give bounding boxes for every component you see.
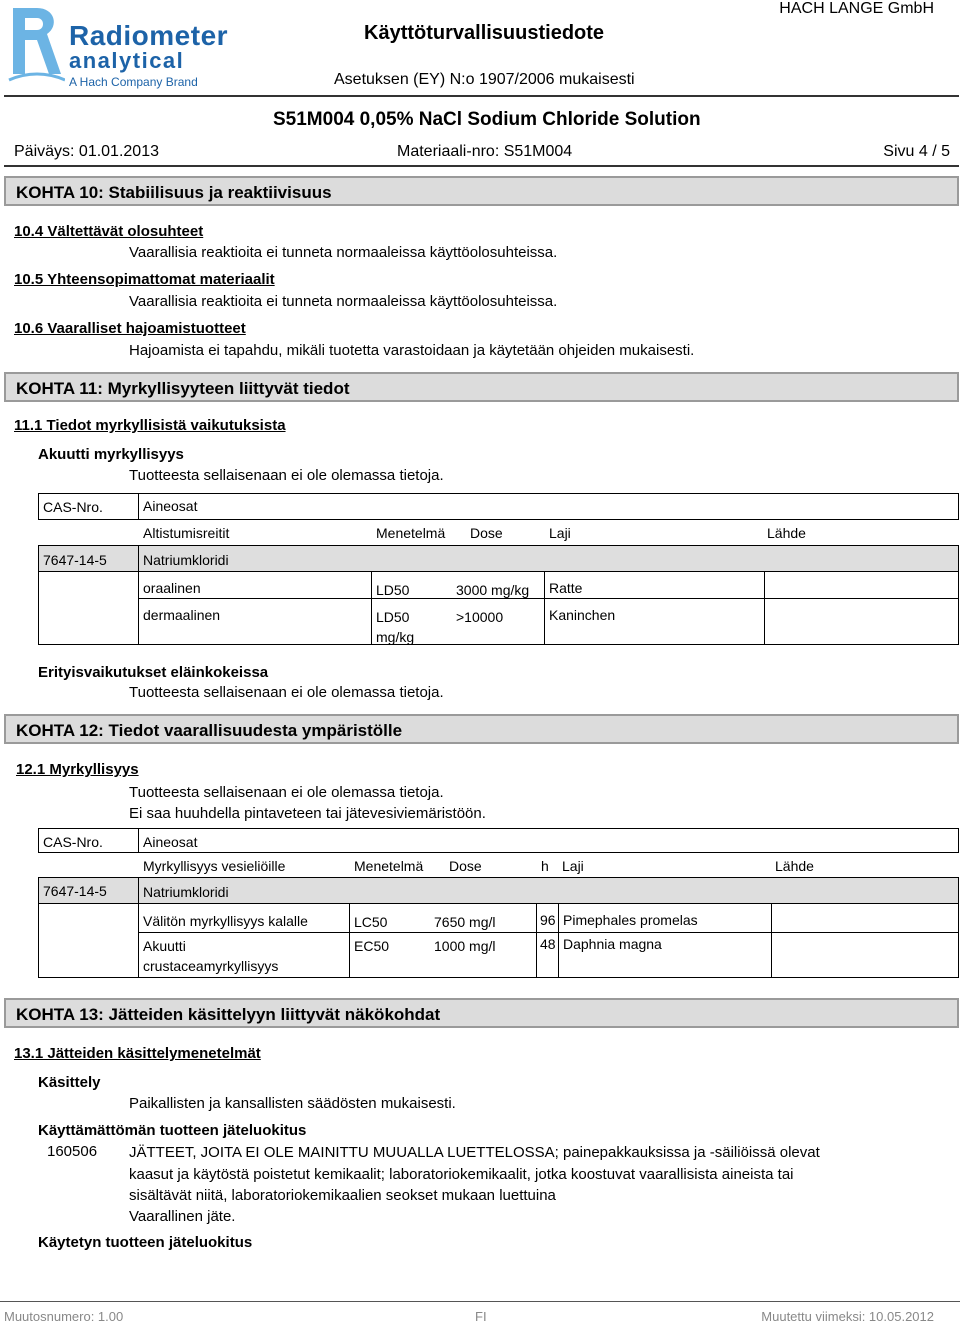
tox-fish: Välitön myrkyllisyys kalalle	[143, 913, 308, 929]
col-header-hours: h	[541, 858, 549, 874]
revision-number: Muutosnumero: 1.00	[4, 1309, 124, 1324]
section-12-header	[4, 714, 959, 744]
material-number: Materiaali-nro: S51M004	[397, 143, 573, 160]
logo-text-brand: A Hach Company Brand	[69, 75, 198, 89]
species-ratte: Ratte	[549, 580, 583, 596]
section-12-title: KOHTA 12: Tiedot vaarallisuudesta ympäristölle	[16, 721, 403, 740]
col-header-substance: Aineosat	[143, 498, 198, 514]
text-handling: Paikallisten ja kansallisten säädösten mukaisesti.	[129, 1095, 456, 1112]
method-ld50: LD50	[376, 582, 410, 598]
heading-13-1: 13.1 Jätteiden käsittelymenetelmät	[14, 1045, 261, 1062]
text-10-6: Hajoamista ei tapahdu, mikäli tuotetta varastoidaan ja käytetään ohjeiden mukaisesti.	[129, 342, 695, 359]
last-modified: Muutettu viimeksi: 10.05.2012	[761, 1309, 934, 1324]
text-12-1b: Ei saa huuhdella pintaveteen tai jätevesiviemäristöön.	[129, 805, 486, 822]
language-code: FI	[475, 1309, 487, 1324]
product-name: S51M004 0,05% NaCl Sodium Chloride Solution	[273, 109, 701, 130]
method-ec50: EC50	[354, 938, 390, 954]
species-kaninchen: Kaninchen	[549, 607, 616, 623]
col-header-cas: CAS-Nro.	[43, 499, 103, 515]
waste-description-line1: JÄTTEET, JOITA EI OLE MAINITTU MUUALLA LUETTELOSSA; painepakkauksissa ja -säiliöissä olevat	[129, 1144, 820, 1161]
text-10-4: Vaarallisia reaktioita ei tunneta normaaleissa käyttöolosuhteissa.	[129, 244, 558, 261]
route-dermal: dermaalinen	[143, 607, 221, 623]
document-title: Käyttöturvallisuustiedote	[364, 22, 605, 44]
waste-code: 160506	[47, 1143, 98, 1160]
page-number: Sivu 4 / 5	[883, 143, 950, 160]
route-oral: oraalinen	[143, 580, 201, 596]
logo-text-radiometer: Radiometer	[69, 20, 229, 51]
company-logo	[3, 2, 229, 94]
col-header-species: Laji	[562, 858, 584, 874]
date-label: Päiväys: 01.01.2013	[14, 143, 159, 160]
col-header-route: Altistumisreitit	[143, 525, 230, 541]
dose-dermal-unit: mg/kg	[376, 629, 415, 645]
heading-10-4: 10.4 Vältettävät olosuhteet	[14, 223, 204, 240]
company-name: HACH LANGE GmbH	[779, 0, 934, 17]
col-header-dose: Dose	[449, 858, 482, 874]
substance-name: Natriumkloridi	[143, 884, 229, 900]
subheading-acute-toxicity: Akuutti myrkyllisyys	[38, 446, 184, 463]
cas-number: 7647-14-5	[43, 552, 107, 568]
col-header-method: Menetelmä	[376, 525, 446, 541]
waste-description-line2: kaasut ja käytöstä poistetut kemikaalit; laboratoriokemikaalit, jotka koostuvat vaarallisista aineista tai	[129, 1166, 794, 1183]
col-header-species: Laji	[549, 525, 571, 541]
species-daphnia: Daphnia magna	[563, 936, 662, 952]
regulation-text: Asetuksen (EY) N:o 1907/2006 mukaisesti	[334, 71, 635, 88]
section-11-header	[4, 372, 959, 402]
tox-crustacea: Akuutti	[143, 938, 186, 954]
dose-crustacea: 1000 mg/l	[434, 938, 496, 954]
hours-crustacea: 48	[540, 936, 556, 952]
header-divider-bottom	[4, 165, 959, 167]
subheading-used-waste: Käytetyn tuotteen jäteluokitus	[38, 1234, 253, 1251]
col-header-cas: CAS-Nro.	[43, 834, 103, 850]
subheading-handling: Käsittely	[38, 1074, 101, 1091]
logo-text-analytical: analytical	[69, 48, 185, 73]
section-11-title: KOHTA 11: Myrkyllisyyteen liittyvät tiedot	[16, 379, 350, 398]
dose-dermal: >10000	[456, 609, 504, 625]
col-header-aquatic-toxicity: Myrkyllisyys vesieliöille	[143, 858, 286, 874]
heading-11-1: 11.1 Tiedot myrkyllisistä vaikutuksista	[14, 417, 286, 434]
heading-12-1: 12.1 Myrkyllisyys	[16, 761, 139, 778]
section-13-header	[4, 998, 959, 1028]
section-10-title: KOHTA 10: Stabiilisuus ja reaktiivisuus	[16, 183, 332, 202]
col-header-source: Lähde	[767, 525, 806, 541]
method-lc50: LC50	[354, 914, 388, 930]
heading-10-5: 10.5 Yhteensopimattomat materiaalit	[14, 271, 275, 288]
radiometer-r-logo-icon	[7, 2, 65, 82]
hours-fish: 96	[540, 912, 556, 928]
footer-divider	[0, 1301, 960, 1302]
tox-crustacea-line2: crustaceamyrkyllisyys	[143, 958, 279, 974]
text-10-5: Vaarallisia reaktioita ei tunneta normaaleissa käyttöolosuhteissa.	[129, 293, 558, 310]
text-special-effects: Tuotteesta sellaisenaan ei ole olemassa tietoja.	[129, 684, 444, 701]
method-ld50: LD50	[376, 609, 410, 625]
waste-hazardous: Vaarallinen jäte.	[129, 1208, 236, 1225]
section-13-title: KOHTA 13: Jätteiden käsittelyyn liittyvät näkökohdat	[16, 1005, 441, 1024]
col-header-dose: Dose	[470, 525, 503, 541]
col-header-source: Lähde	[775, 858, 814, 874]
section-10-header	[4, 176, 959, 206]
col-header-method: Menetelmä	[354, 858, 424, 874]
subheading-unused-waste: Käyttämättömän tuotteen jäteluokitus	[38, 1122, 307, 1139]
dose-fish: 7650 mg/l	[434, 914, 496, 930]
species-pimephales: Pimephales promelas	[563, 912, 698, 928]
heading-10-6: 10.6 Vaaralliset hajoamistuotteet	[14, 320, 246, 337]
substance-name: Natriumkloridi	[143, 552, 229, 568]
header-divider-top	[4, 95, 959, 97]
cas-number: 7647-14-5	[43, 883, 107, 899]
col-header-substance: Aineosat	[143, 834, 198, 850]
subheading-special-effects: Erityisvaikutukset eläinkokeissa	[38, 664, 269, 681]
text-acute-toxicity: Tuotteesta sellaisenaan ei ole olemassa tietoja.	[129, 467, 444, 484]
text-12-1a: Tuotteesta sellaisenaan ei ole olemassa tietoja.	[129, 784, 444, 801]
dose-oral: 3000 mg/kg	[456, 582, 530, 598]
waste-description-line3: sisältävät niitä, laboratoriokemikaalien seokset mukaan luettuina	[129, 1187, 556, 1204]
